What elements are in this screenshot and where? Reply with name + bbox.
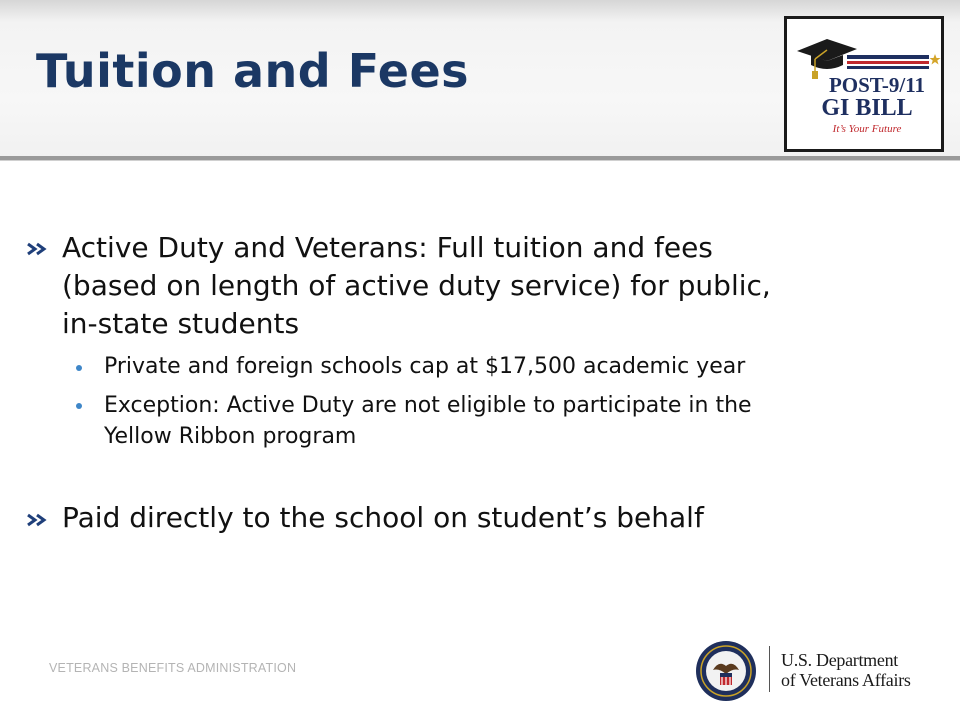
logo-tagline: It’s Your Future	[832, 123, 902, 135]
dot-icon	[76, 403, 82, 409]
sub-bullet-1: Private and foreign schools cap at $17,500 academic year	[104, 354, 746, 379]
va-name-line1: U.S. Department	[781, 650, 898, 670]
header-divider	[0, 156, 960, 161]
va-department-name	[781, 650, 911, 690]
double-chevron-icon	[26, 241, 52, 257]
bullet-2-line-1: Paid directly to the school on student’s behalf	[62, 501, 704, 534]
sub-bullet-2-line-2: Yellow Ribbon program	[104, 424, 357, 449]
sub-bullet-2-line-1: Exception: Active Duty are not eligible to participate in the	[104, 393, 752, 418]
logo-line2: GI BILL	[821, 95, 913, 121]
footer-org-text: VETERANS BENEFITS ADMINISTRATION	[49, 661, 297, 675]
logo-line1: POST-9/11	[828, 73, 926, 97]
footer-divider	[769, 646, 770, 692]
va-name-line2: of Veterans Affairs	[781, 670, 911, 690]
slide-title: Tuition and Fees	[36, 44, 470, 98]
gi-bill-logo	[784, 16, 944, 152]
bullet-1-line-1: Active Duty and Veterans: Full tuition and fees	[62, 231, 713, 264]
bullet-1-line-2: (based on length of active duty service) for public,	[62, 269, 771, 302]
va-seal-icon	[695, 640, 757, 702]
double-chevron-icon	[26, 512, 52, 528]
bullet-1-line-3: in-state students	[62, 307, 300, 340]
dot-icon	[76, 365, 82, 371]
